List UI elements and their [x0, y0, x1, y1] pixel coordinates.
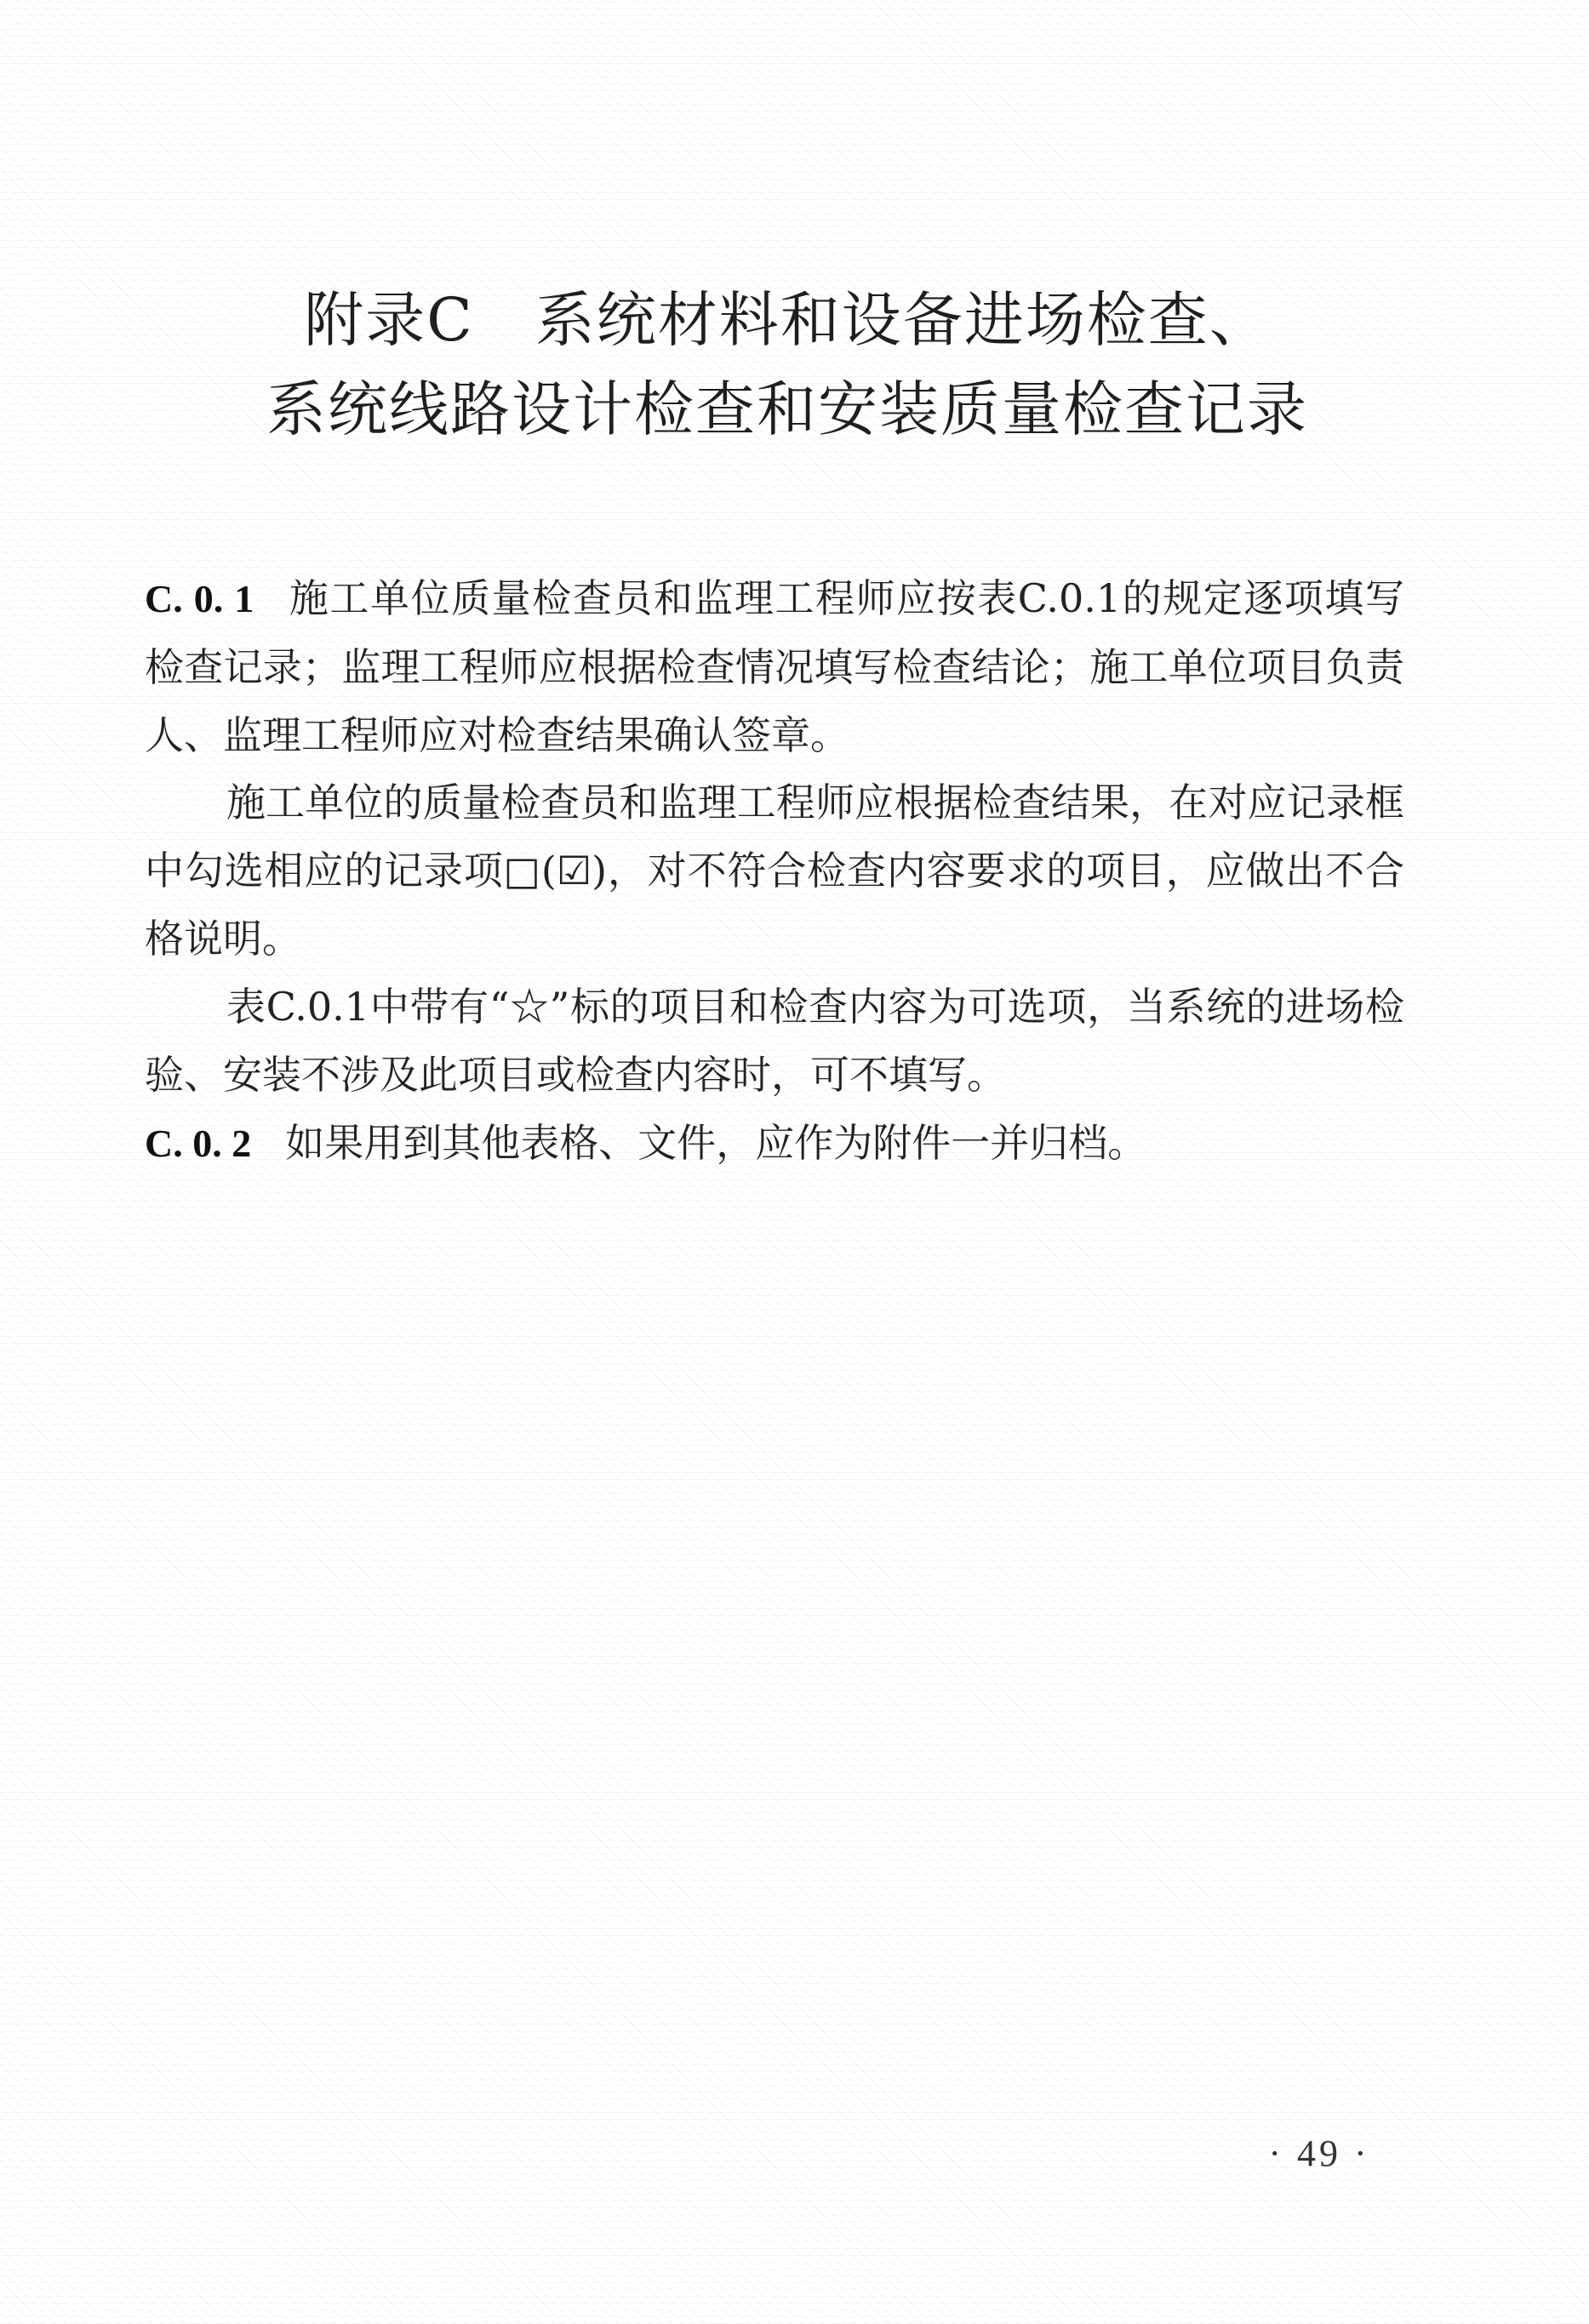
clause-number: C. 0. 2 — [145, 1122, 252, 1165]
clause-text: 施工单位质量检查员和监理工程师应按表C.0.1的规定逐项填写检查记录；监理工程师应根据检查情况填写检查结论；施工单位项目负责人、监理工程师应对检查结果确认签章。 — [145, 575, 1404, 758]
appendix-title-line-2: 系统线路设计检查和安装质量检查记录 — [266, 374, 1308, 444]
paragraph-optional-items: 表C.0.1中带有“☆”标的项目和检查内容为可选项，当系统的进场检验、安装不涉及此项目或检查内容时，可不填写。 — [145, 984, 1404, 1098]
clause-number: C. 0. 1 — [145, 577, 254, 620]
page-number: · 49 · — [1268, 2133, 1370, 2174]
clause-text: 如果用到其他表格、文件，应作为附件一并归档。 — [285, 1120, 1147, 1166]
paragraph-checkbox-instructions: 施工单位的质量检查员和监理工程师应根据检查结果，在对应记录框中勾选相应的记录项□(☑)，对不符合检查内容要求的项目，应做出不合格说明。 — [145, 779, 1404, 962]
clause-c-0-1 — [145, 564, 1404, 769]
clause-c-0-2 — [145, 1109, 1404, 1178]
appendix-title-line-1: 附录C 系统材料和设备进场检查、 — [304, 285, 1271, 355]
